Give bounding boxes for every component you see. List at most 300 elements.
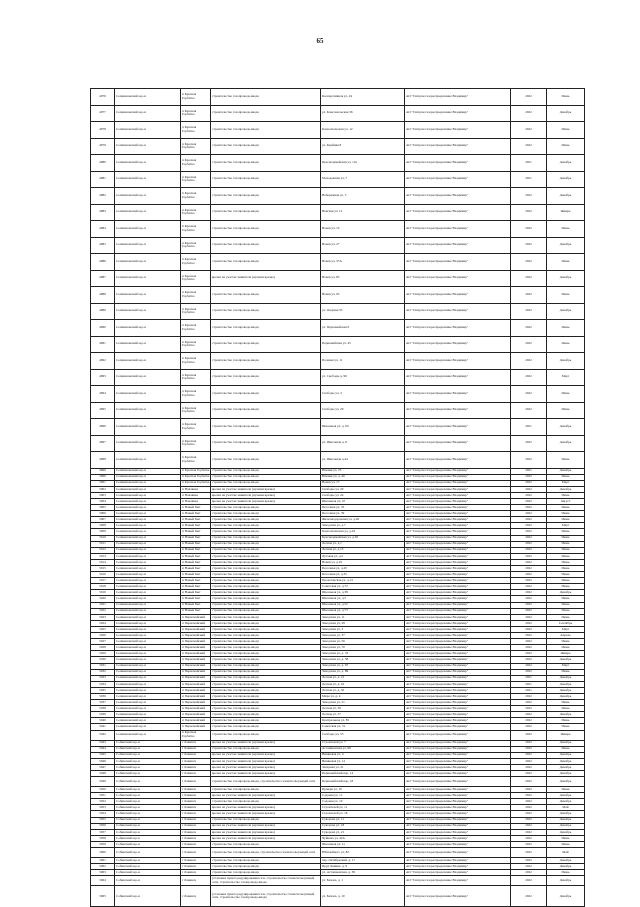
cell-org: АО "Газпром газораспределение Владимир" — [405, 303, 511, 320]
cell-month: Июнь — [547, 320, 585, 337]
cell-org: АО "Газпром газораспределение Владимир" — [405, 602, 511, 608]
table-row — [91, 254, 585, 271]
cell-address: Советская ул, д.72 — [321, 584, 405, 590]
table-row — [91, 730, 585, 740]
cell-org: АО "Газпром газораспределение Владимир" — [405, 369, 511, 386]
cell-no: 5054 — [91, 811, 115, 817]
cell-year: 2022 — [511, 799, 547, 805]
cell-no: 4994 — [91, 386, 115, 403]
cell-district: Селивановский м.р-н — [115, 419, 181, 436]
cell-settlement: г Лакинск — [181, 805, 211, 811]
cell-month: Июнь — [547, 386, 585, 403]
cell-no: 5006 — [91, 511, 115, 517]
cell-no: 5038 — [91, 706, 115, 712]
cell-work: строительство газопровода-ввода — [211, 633, 321, 639]
cell-year: 2022 — [511, 254, 547, 271]
cell-org: АО "Газпром газораспределение Владимир" — [405, 663, 511, 669]
cell-month: Декабрь — [547, 188, 585, 205]
cell-work: врезка на участке заявителя (нулевая врезка) — [211, 486, 321, 492]
cell-no: 5013 — [91, 553, 115, 559]
cell-no: 4976 — [91, 89, 115, 106]
cell-address: ул. Асташковская, д. 38 — [321, 870, 405, 876]
cell-address: Комсомольская ул, д.24 — [321, 529, 405, 535]
cell-org: АО "Газпром газораспределение Владимир" — [405, 835, 511, 841]
cell-address: Новая ул, 10 — [321, 221, 405, 238]
cell-month: Декабрь — [547, 752, 585, 758]
cell-settlement: г Лакинск — [181, 746, 211, 752]
cell-year: 2022 — [511, 657, 547, 663]
cell-work: строительство газопровода-ввода — [211, 369, 321, 386]
cell-no: 5026 — [91, 633, 115, 639]
cell-work: строительство газопровода-ввода — [211, 870, 321, 876]
cell-work: строительство газопровода-ввода — [211, 535, 321, 541]
cell-month: Июнь — [547, 559, 585, 565]
cell-settlement: п Красная Горбатка — [181, 89, 211, 106]
cell-district: Селивановский м.р-н — [115, 566, 181, 572]
cell-address: Железнодорожная ул, д.26 — [321, 517, 405, 523]
cell-year: 2022 — [511, 841, 547, 847]
cell-settlement: п Новый Быт — [181, 547, 211, 553]
cell-year: 2022 — [511, 602, 547, 608]
cell-settlement: п Новый Быт — [181, 578, 211, 584]
cell-district: Селивановский м.р-н — [115, 498, 181, 504]
cell-district: Собинский м.р-н — [115, 841, 181, 847]
cell-address: Лесная ул, д. 21 — [321, 675, 405, 681]
cell-year: 2022 — [511, 724, 547, 730]
cell-org: АО "Газпром газораспределение Владимир" — [405, 823, 511, 829]
cell-month: Июнь — [547, 602, 585, 608]
cell-district: Селивановский м.р-н — [115, 155, 181, 172]
cell-no: 5022 — [91, 608, 115, 614]
cell-work: строительство газопровода-ввода — [211, 817, 321, 823]
cell-district: Собинский м.р-н — [115, 740, 181, 746]
cell-district: Собинский м.р-н — [115, 758, 181, 764]
cell-settlement: п Красная Горбатка — [181, 435, 211, 452]
cell-month: Декабрь — [547, 740, 585, 746]
cell-address: Лесная ул, 57 — [321, 712, 405, 718]
cell-no: 4989 — [91, 303, 115, 320]
table-row — [91, 303, 585, 320]
cell-work: строительство газопровода-ввода — [211, 693, 321, 699]
cell-district: Селивановский м.р-н — [115, 480, 181, 486]
cell-org: АО "Газпром газораспределение Владимир" — [405, 864, 511, 870]
cell-settlement: п Первомайский — [181, 651, 211, 657]
cell-month: Декабрь — [547, 687, 585, 693]
cell-address: Набережная ул, 5 — [321, 188, 405, 205]
cell-work: строительство газопровода-ввода — [211, 553, 321, 559]
cell-org: АО "Газпром газораспределение Владимир" — [405, 402, 511, 419]
cell-settlement: г Лакинск — [181, 841, 211, 847]
cell-no: 4980 — [91, 155, 115, 172]
cell-month: Декабрь — [547, 764, 585, 770]
cell-settlement: г Лакинск — [181, 823, 211, 829]
cell-address: Красноармейская ул, 12а — [321, 155, 405, 172]
cell-district: Селивановский м.р-н — [115, 608, 181, 614]
cell-year: 2022 — [511, 886, 547, 907]
cell-org: АО "Газпром газораспределение Владимир" — [405, 336, 511, 353]
cell-no: 5027 — [91, 639, 115, 645]
table-row — [91, 171, 585, 188]
cell-settlement: г Лакинск — [181, 793, 211, 799]
cell-org: АО "Газпром газораспределение Владимир" — [405, 419, 511, 436]
cell-district: Селивановский м.р-н — [115, 541, 181, 547]
cell-org: АО "Газпром газораспределение Владимир" — [405, 498, 511, 504]
cell-month: Июнь — [547, 505, 585, 511]
cell-month: Декабрь — [547, 303, 585, 320]
cell-no: 5008 — [91, 523, 115, 529]
cell-settlement: п Новый Быт — [181, 566, 211, 572]
cell-settlement: п Красная Горбатка — [181, 122, 211, 139]
cell-address: Луговая ул, д.2 — [321, 553, 405, 559]
cell-settlement: г Лакинск — [181, 870, 211, 876]
table-row — [91, 287, 585, 304]
cell-settlement: п Красная Горбатка — [181, 204, 211, 221]
cell-year: 2022 — [511, 535, 547, 541]
cell-org: АО "Газпром газораспределение Владимир" — [405, 639, 511, 645]
cell-year: 2022 — [511, 700, 547, 706]
cell-year: 2022 — [511, 620, 547, 626]
table-row — [91, 221, 585, 238]
cell-settlement: п Первомайский — [181, 712, 211, 718]
cell-settlement: п Первомайский — [181, 718, 211, 724]
cell-district: Селивановский м.р-н — [115, 578, 181, 584]
cell-no: 5030 — [91, 657, 115, 663]
cell-month: Декабрь — [547, 237, 585, 254]
cell-month: Июнь — [547, 669, 585, 675]
cell-org: АО "Газпром газораспределение Владимир" — [405, 746, 511, 752]
cell-month: Декабрь — [547, 468, 585, 474]
cell-org: АО "Газпром газораспределение Владимир" — [405, 718, 511, 724]
cell-month: Июнь — [547, 474, 585, 480]
cell-org: АО "Газпром газораспределение Владимир" — [405, 171, 511, 188]
cell-org: АО "Газпром газораспределение Владимир" — [405, 105, 511, 122]
cell-org: АО "Газпром газораспределение Владимир" — [405, 870, 511, 876]
cell-org: АО "Газпром газораспределение Владимир" — [405, 829, 511, 835]
cell-settlement: п Новый Быт — [181, 511, 211, 517]
cell-address: Новая ул, 83 — [321, 270, 405, 287]
cell-no: 5019 — [91, 590, 115, 596]
table-row — [91, 886, 585, 907]
cell-month: Декабрь — [547, 681, 585, 687]
cell-work: строительство газопровода-ввода, строительство газоиспользующей сети — [211, 777, 321, 787]
cell-address: Песочная ул, 39 — [321, 511, 405, 517]
cell-district: Селивановский м.р-н — [115, 529, 181, 535]
cell-district: Собинский м.р-н — [115, 829, 181, 835]
cell-month: Июнь — [547, 724, 585, 730]
cell-address: Строителей ул, 7 — [321, 740, 405, 746]
cell-settlement: п Новый Быт — [181, 535, 211, 541]
cell-year: 2022 — [511, 559, 547, 565]
cell-month: Июнь — [547, 529, 585, 535]
cell-settlement: п Красная Горбатка — [182, 468, 210, 473]
cell-district: Собинский м.р-н — [115, 752, 181, 758]
cell-year: 2022 — [511, 764, 547, 770]
cell-district: Селивановский м.р-н — [115, 270, 181, 287]
cell-year: 2022 — [511, 805, 547, 811]
cell-year: 2022 — [511, 566, 547, 572]
cell-org: АО "Газпром газораспределение Владимир" — [405, 626, 511, 632]
cell-work: строительство газопровода-ввода — [211, 724, 321, 730]
cell-settlement: п Новый Быт — [181, 596, 211, 602]
cell-month: Декабрь — [547, 171, 585, 188]
cell-month: Декабрь — [547, 486, 585, 492]
cell-settlement: п Красная Горбатка — [181, 221, 211, 238]
cell-year: 2022 — [511, 452, 547, 469]
cell-org: АО "Газпром газораспределение Владимир" — [405, 764, 511, 770]
cell-year: 2022 — [511, 287, 547, 304]
table-row — [91, 369, 585, 386]
cell-work: строительство газопровода-ввода — [211, 221, 321, 238]
cell-work: строительство газопровода-ввода — [211, 614, 321, 620]
cell-year: 2022 — [511, 89, 547, 106]
cell-district: Селивановский м.р-н — [115, 511, 181, 517]
cell-district: Селивановский м.р-н — [115, 700, 181, 706]
cell-district: Собинский м.р-н — [115, 858, 181, 864]
cell-no: 4998 — [91, 452, 115, 469]
cell-address: ул. Школьная д.11 — [321, 435, 405, 452]
cell-district: Собинский м.р-н — [115, 811, 181, 817]
cell-settlement: г Лакинск — [181, 848, 211, 858]
cell-year: 2022 — [511, 498, 547, 504]
cell-district: Собинский м.р-н — [115, 799, 181, 805]
cell-month: Декабрь — [547, 712, 585, 718]
cell-address: Заводская ул, д. 89 — [321, 669, 405, 675]
cell-org: АО "Газпром газораспределение Владимир" — [405, 651, 511, 657]
cell-year: 2022 — [511, 706, 547, 712]
cell-settlement: п Красная Горбатка — [181, 336, 211, 353]
cell-work: строительство газопровода-ввода — [211, 523, 321, 529]
cell-district: Селивановский м.р-н — [115, 669, 181, 675]
cell-work: строительство газопровода-ввода — [211, 155, 321, 172]
cell-org: АО "Газпром газораспределение Владимир" — [405, 435, 511, 452]
table-row — [91, 777, 585, 787]
cell-month: Декабрь — [547, 864, 585, 870]
cell-district: Собинский м.р-н — [115, 817, 181, 823]
cell-district: Селивановский м.р-н — [115, 718, 181, 724]
cell-address: Школьная ул, д.38 — [321, 590, 405, 596]
cell-month: Март — [547, 480, 585, 486]
cell-year: 2022 — [511, 663, 547, 669]
cell-org: АО "Газпром газораспределение Владимир" — [405, 270, 511, 287]
cell-settlement: п Новый Быт — [181, 572, 211, 578]
cell-org: АО "Газпром газораспределение Владимир" — [405, 876, 511, 886]
cell-settlement: г Лакинск — [181, 817, 211, 823]
cell-address: Школьная ул, 47 — [321, 498, 405, 504]
cell-month: Июнь — [547, 122, 585, 139]
cell-settlement: п Первомайский — [181, 663, 211, 669]
cell-year: 2022 — [511, 578, 547, 584]
cell-org: АО "Газпром газораспределение Владимир" — [405, 693, 511, 699]
cell-no: 5015 — [91, 566, 115, 572]
cell-org: АО "Газпром газораспределение Владимир" — [405, 572, 511, 578]
cell-work: строительство газопровода-ввода — [211, 657, 321, 663]
cell-settlement: п Красная Горбатка — [181, 138, 211, 155]
cell-address: Невская ул, 12 — [321, 204, 405, 221]
cell-year: 2021 — [511, 675, 547, 681]
cell-year: 2022 — [511, 541, 547, 547]
cell-address: Южная ул, д. 40 — [321, 474, 405, 480]
cell-address: Лесная ул, 36 — [321, 706, 405, 712]
cell-no: 5048 — [91, 771, 115, 777]
cell-work: врезка на участке заявителя (нулевая врезка) — [211, 758, 321, 764]
cell-district: Селивановский м.р-н — [115, 237, 181, 254]
cell-org: АО "Газпром газораспределение Владимир" — [405, 517, 511, 523]
cell-no: 5002 — [91, 486, 115, 492]
cell-work: строительство газопровода-ввода — [211, 138, 321, 155]
cell-settlement: г Лакинск — [181, 829, 211, 835]
cell-org: АО "Газпром газораспределение Владимир" — [405, 155, 511, 172]
cell-district: Собинский м.р-н — [115, 876, 181, 886]
cell-settlement: п Красная Горбатка — [181, 171, 211, 188]
cell-year: 2022 — [511, 486, 547, 492]
cell-no: 5058 — [91, 835, 115, 841]
cell-district: Собинский м.р-н — [115, 787, 181, 793]
cell-work: строительство газопровода-ввода — [211, 566, 321, 572]
cell-no: 5042 — [91, 730, 115, 740]
cell-no: 4995 — [91, 402, 115, 419]
cell-year: 2022 — [511, 777, 547, 787]
cell-month: Декабрь — [547, 353, 585, 370]
cell-no: 5034 — [91, 681, 115, 687]
cell-month: Июнь — [547, 517, 585, 523]
table-row — [91, 320, 585, 337]
cell-address: Западная ул, 21 — [321, 764, 405, 770]
cell-year: 2022 — [511, 402, 547, 419]
cell-district: Селивановский м.р-н — [115, 287, 181, 304]
cell-address: Заводская ул, д. 67 — [321, 663, 405, 669]
cell-month: Июнь — [547, 492, 585, 498]
cell-address: Вишневая ул, 12 — [321, 758, 405, 764]
cell-org: АО "Газпром газораспределение Владимир" — [405, 204, 511, 221]
cell-settlement: п Красная Горбатка — [181, 188, 211, 205]
cell-no: 5025 — [91, 626, 115, 632]
cell-year: 2022 — [511, 639, 547, 645]
cell-settlement: п Новый Быт — [181, 608, 211, 614]
cell-address: Советская ул, 51 — [321, 724, 405, 730]
cell-work: строительство газопровода-ввода — [211, 602, 321, 608]
cell-year: 2022 — [511, 858, 547, 864]
cell-org: АО "Газпром газораспределение Владимир" — [405, 386, 511, 403]
cell-org: АО "Газпром газораспределение Владимир" — [405, 681, 511, 687]
cell-settlement: п Красная Горбатка — [181, 287, 211, 304]
cell-no: 4988 — [91, 287, 115, 304]
cell-month: Июнь — [547, 700, 585, 706]
cell-no: 5037 — [91, 700, 115, 706]
cell-address: Садовая ул, 10 — [321, 799, 405, 805]
cell-year: 2022 — [511, 138, 547, 155]
cell-district: Селивановский м.р-н — [115, 171, 181, 188]
cell-settlement: п Красная Горбатка — [181, 386, 211, 403]
cell-address: ул. Бахова, д. 10 — [321, 886, 405, 907]
cell-org: АО "Газпром газораспределение Владимир" — [405, 608, 511, 614]
table-row — [91, 419, 585, 436]
cell-address: Новая ул, 93 — [321, 287, 405, 304]
cell-settlement: п Новый Быт — [181, 590, 211, 596]
cell-district: Селивановский м.р-н — [115, 452, 181, 469]
cell-org: АО "Газпром газораспределение Владимир" — [405, 320, 511, 337]
cell-no: 5051 — [91, 793, 115, 799]
cell-work: строительство газопровода-ввода — [211, 639, 321, 645]
cell-address: Заводская ул, 11 — [321, 614, 405, 620]
cell-address: Юбилейного ул, 82 — [321, 848, 405, 858]
cell-work: строительство газопровода-ввода — [211, 474, 321, 480]
cell-work: строительство газопровода-ввода — [211, 559, 321, 565]
cell-no: 5035 — [91, 687, 115, 693]
cell-work: строительство газопровода-ввода — [211, 799, 321, 805]
cell-year: 2022 — [511, 608, 547, 614]
cell-settlement: п Первомайский — [181, 724, 211, 730]
cell-no: 5032 — [91, 669, 115, 675]
cell-work: строительство газопровода-ввода — [211, 517, 321, 523]
cell-settlement: г Лакинск — [181, 835, 211, 841]
cell-month: Июнь — [547, 835, 585, 841]
cell-work: строительство газопровода-ввода — [211, 547, 321, 553]
cell-work: строительство газопровода-ввода, строительство газоиспользующей сети — [211, 848, 321, 858]
cell-org: АО "Газпром газораспределение Владимир" — [405, 566, 511, 572]
cell-settlement: п Новый Быт — [181, 559, 211, 565]
cell-year: 2022 — [511, 122, 547, 139]
cell-month: Январь — [547, 651, 585, 657]
cell-no: 5064 — [91, 876, 115, 886]
cell-no: 5001 — [91, 480, 115, 486]
cell-work: строительство газопровода-ввода — [211, 320, 321, 337]
cell-settlement: г Лакинск — [181, 799, 211, 805]
cell-work: врезка на участке заявителя (нулевая врезка) — [211, 740, 321, 746]
cell-month: Июнь — [547, 596, 585, 602]
cell-month: Март — [547, 369, 585, 386]
cell-no: 4986 — [91, 254, 115, 271]
cell-district: Селивановский м.р-н — [115, 188, 181, 205]
cell-no: 5036 — [91, 693, 115, 699]
cell-district: Селивановский м.р-н — [115, 724, 181, 730]
cell-year: 2022 — [511, 633, 547, 639]
cell-org: АО "Газпром газораспределение Владимир" — [405, 553, 511, 559]
cell-work: врезка на участке заявителя (нулевая врезка) — [211, 805, 321, 811]
cell-no: 4993 — [91, 369, 115, 386]
cell-year: 2022 — [511, 787, 547, 793]
cell-address: Заводская ул, 70 — [321, 645, 405, 651]
cell-org: АО "Газпром газораспределение Владимир" — [405, 687, 511, 693]
cell-address: Свободы ул, 29 — [321, 402, 405, 419]
cell-address: Заводская ул, 21 — [321, 700, 405, 706]
cell-month: Декабрь — [547, 811, 585, 817]
cell-no: 4983 — [91, 204, 115, 221]
cell-org: АО "Газпром газораспределение Владимир" — [405, 452, 511, 469]
cell-no: 4991 — [91, 336, 115, 353]
cell-settlement: п Первомайский — [181, 620, 211, 626]
cell-org: АО "Газпром газораспределение Владимир" — [405, 89, 511, 106]
cell-org: АО "Газпром газораспределение Владимир" — [405, 841, 511, 847]
cell-no: 5010 — [91, 535, 115, 541]
cell-address: Заводская ул, 37 — [321, 633, 405, 639]
cell-year: 2021 — [511, 468, 547, 474]
table-row — [91, 122, 585, 139]
cell-org: АО "Газпром газораспределение Владимир" — [405, 752, 511, 758]
cell-district: Собинский м.р-н — [115, 886, 181, 907]
cell-work: строительство газопровода-ввода — [211, 529, 321, 535]
cell-org: АО "Газпром газораспределение Владимир" — [405, 740, 511, 746]
cell-district: Селивановский м.р-н — [115, 614, 181, 620]
cell-address: Лесная ул, д. 32 — [321, 687, 405, 693]
table-row — [91, 155, 585, 172]
cell-address: Свободы ул, 3 — [321, 386, 405, 403]
cell-settlement: п Новлянка — [181, 486, 211, 492]
cell-month: Декабрь — [547, 758, 585, 764]
cell-month: Декабрь — [547, 876, 585, 886]
cell-year: 2022 — [511, 870, 547, 876]
cell-year: 2022 — [511, 386, 547, 403]
cell-address: Мира ул, д. 4 — [321, 693, 405, 699]
